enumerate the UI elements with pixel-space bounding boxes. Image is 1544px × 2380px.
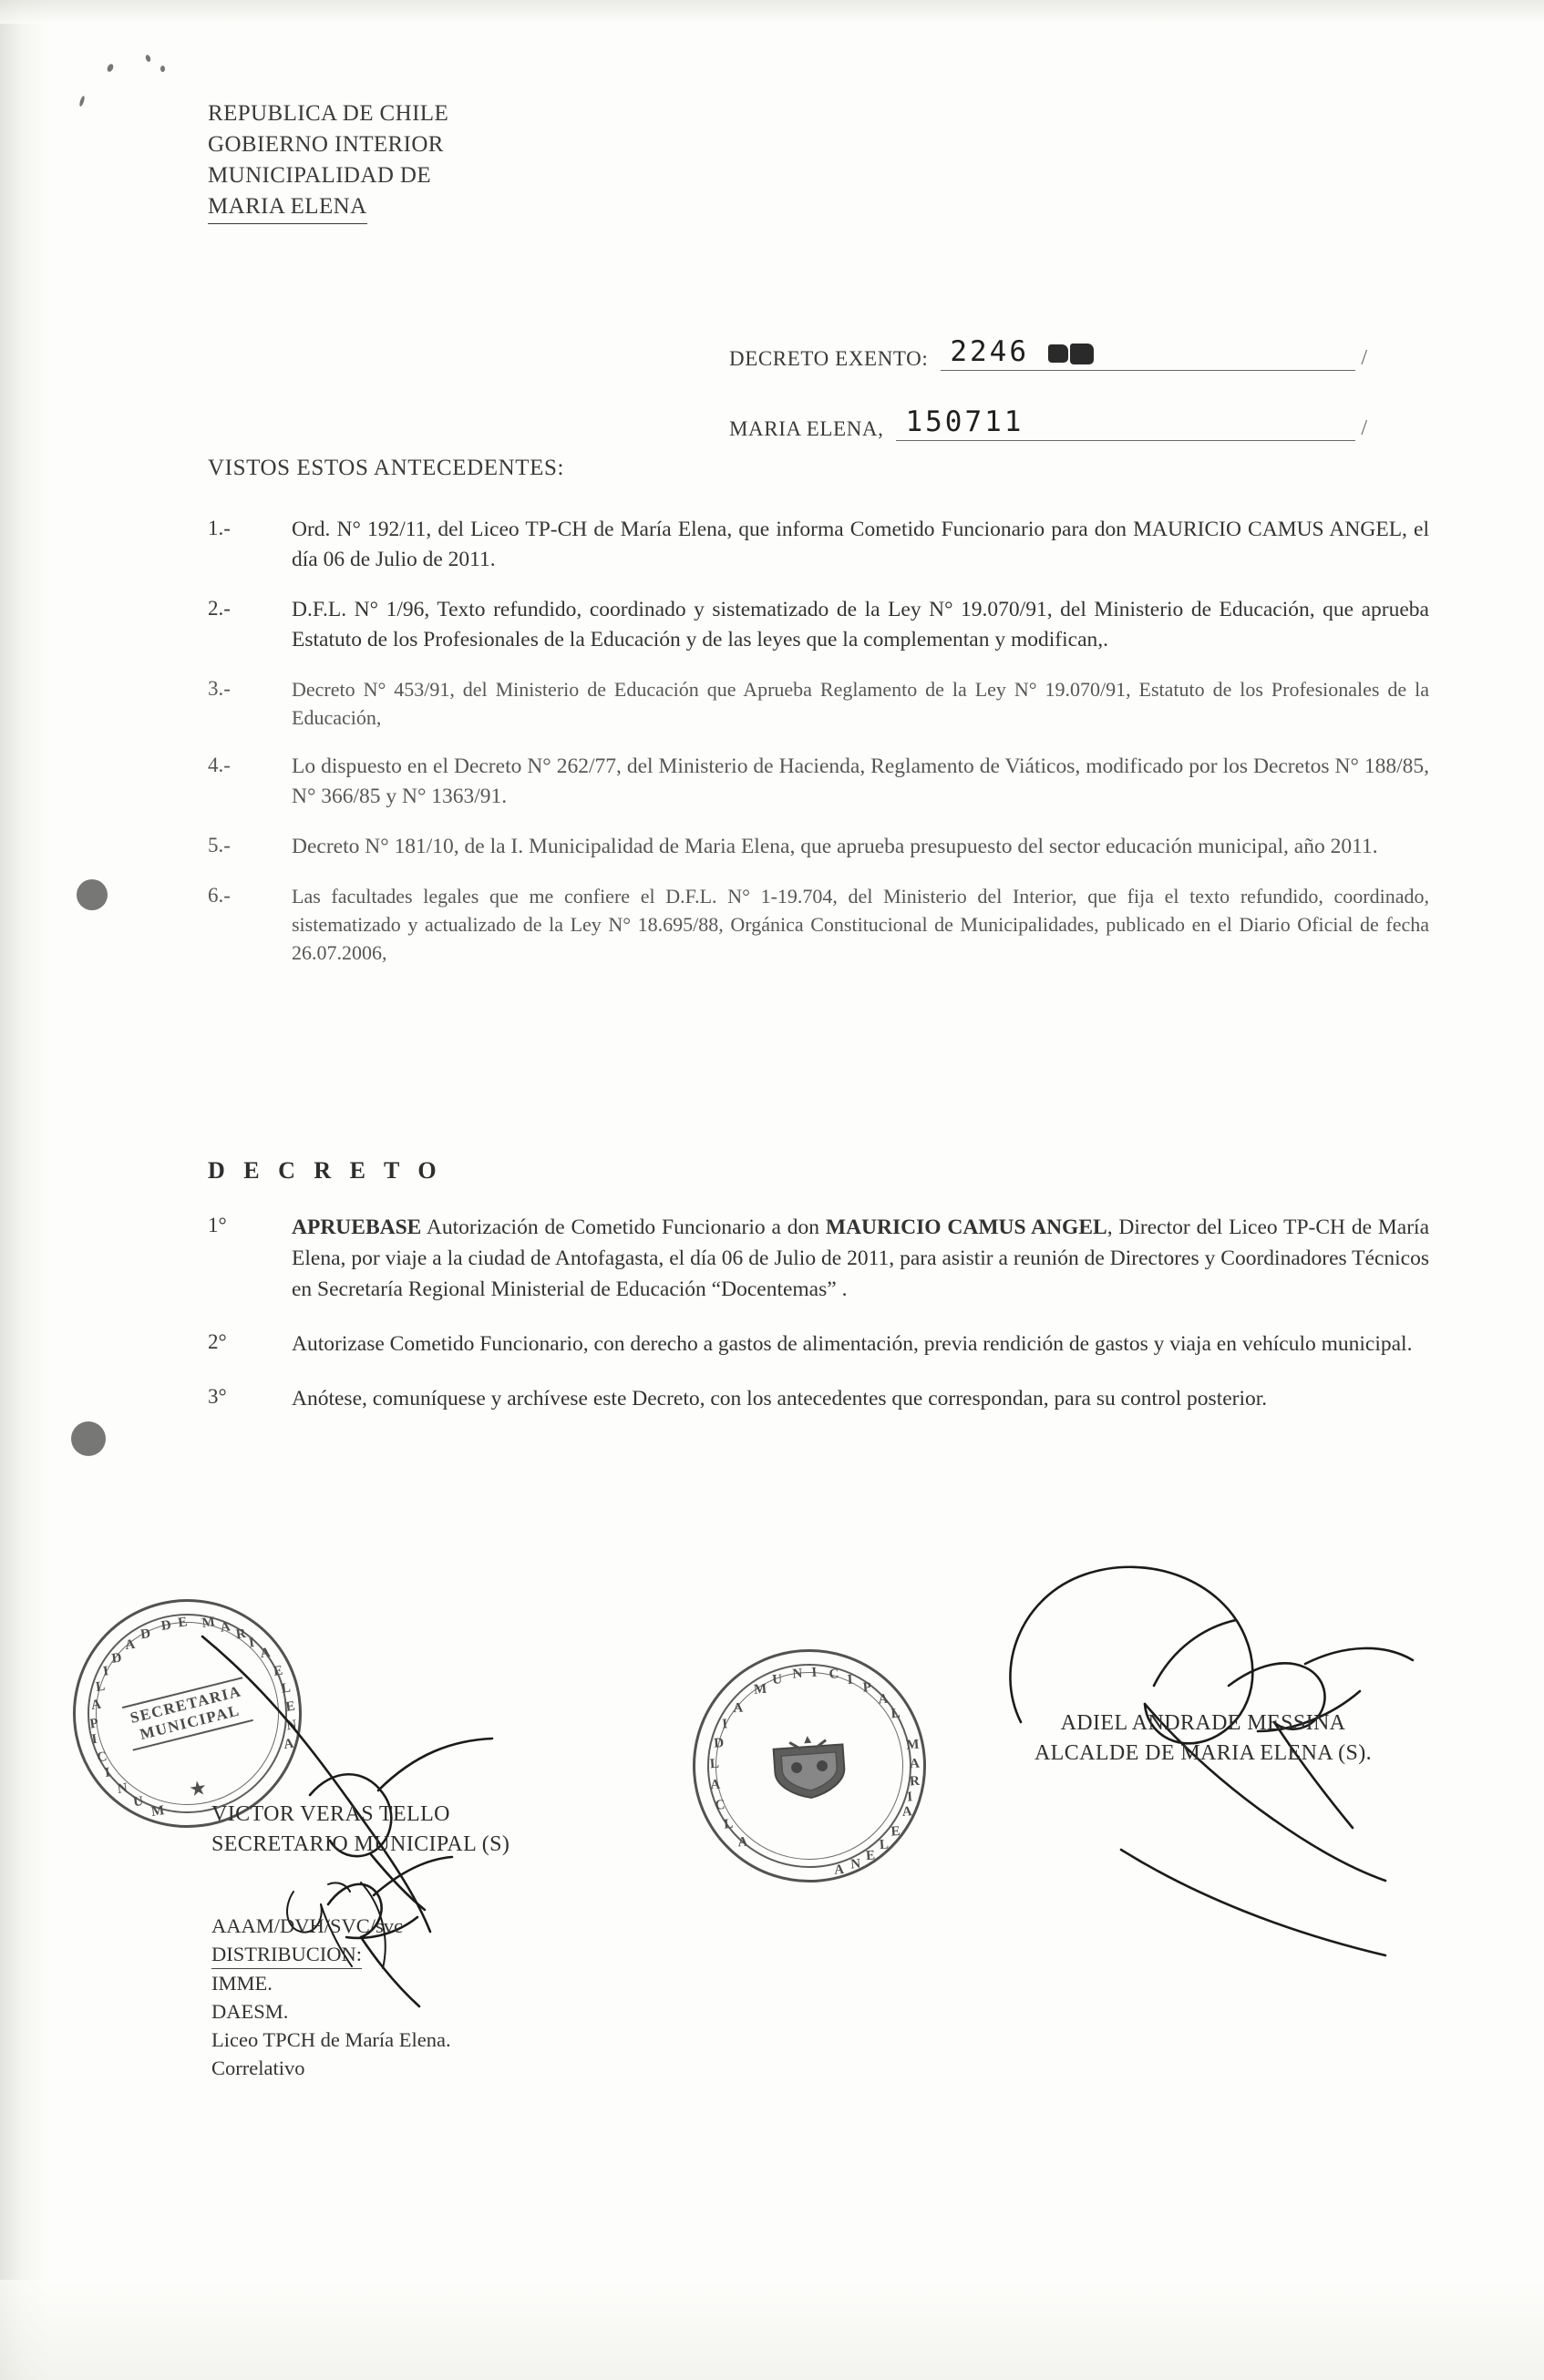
signature-block-right <box>989 1708 1417 1769</box>
clause-number: 3° <box>208 1385 227 1408</box>
decreto-clause <box>208 1383 1429 1414</box>
vistos-item <box>208 595 1429 655</box>
letterhead-line-1: REPUBLICA DE CHILE <box>208 101 449 126</box>
date-slash: / <box>1361 416 1367 440</box>
clause-person-name: MAURICIO CAMUS ANGEL <box>825 1216 1107 1239</box>
scan-speck <box>106 63 114 73</box>
distribution-item: IMME. <box>211 1972 273 1995</box>
vistos-item <box>208 882 1429 967</box>
scan-speck <box>71 1421 106 1456</box>
decreto-heading: D E C R E T O <box>208 1157 443 1184</box>
vistos-item-number: 4.- <box>208 754 231 776</box>
decreto-exento-label: DECRETO EXENTO: <box>729 347 929 370</box>
decreto-number-field <box>941 337 1355 371</box>
decreto-number-line <box>729 337 1367 371</box>
decreto-header-block <box>729 337 1367 477</box>
decreto-number-value: 2246 <box>950 335 1029 368</box>
vistos-item <box>208 515 1429 575</box>
vistos-item-text: Lo dispuesto en el Decreto N° 262/77, del Ministerio de Hacienda, Reglamento de Viáticos, modificado por los Decretos N° 188/85, N° 366/85 y N° 1363/91. <box>292 754 1429 808</box>
scan-edge-bottom <box>0 2280 1544 2380</box>
vistos-item-number: 6.- <box>208 884 231 907</box>
distribution-label: DISTRIBUCION: <box>211 1940 362 1969</box>
vistos-item-number: 2.- <box>208 597 231 620</box>
decreto-number-slash: / <box>1361 346 1367 370</box>
stamp-arc-text: A L C A L D I A M U N I C I P A L M A R I A E L E N A <box>709 1665 921 1878</box>
scan-speck <box>78 96 86 108</box>
scan-speck <box>145 54 151 62</box>
letterhead-line-3: MUNICIPALIDAD DE <box>208 163 432 188</box>
clause-number: 1° <box>208 1214 227 1236</box>
stamp-arc-text: M U N I C I P A L I D A D D E M A R I A E L E N A <box>88 1614 299 1820</box>
vistos-title: VISTOS ESTOS ANTECEDENTES: <box>208 456 565 480</box>
letterhead-line-4: MARIA ELENA <box>208 191 367 224</box>
letterhead <box>208 98 448 224</box>
vistos-item-text: Decreto N° 181/10, de la I. Municipalidad de Maria Elena, que aprueba presupuesto del sector educación municipal, año 2011. <box>292 835 1378 858</box>
secretario-name: VICTOR VERAS TELLO <box>211 1802 450 1826</box>
ink-blot <box>1048 344 1068 363</box>
clause-body-before: Autorización de Cometido Funcionario a don <box>421 1216 826 1239</box>
alcalde-name: ADIEL ANDRADE MESSINA <box>1060 1711 1346 1735</box>
signature-block-left <box>211 1800 510 1860</box>
vistos-item-number: 3.- <box>208 677 231 700</box>
vistos-item-number: 1.- <box>208 517 231 539</box>
date-stamp-value: 150711 <box>905 405 1024 438</box>
scan-edge-top <box>0 0 1544 24</box>
distribution-item: DAESM. <box>211 2000 289 2023</box>
decreto-clauses <box>208 1212 1429 1438</box>
scan-speck <box>160 66 165 72</box>
distribution-block <box>211 1912 451 2082</box>
ink-blot <box>1070 344 1094 364</box>
vistos-item-text: D.F.L. N° 1/96, Texto refundido, coordinado y sistematizado de la Ley N° 19.070/91, del Ministerio de Educación, que aprueba Estatuto de los Profesionales de la Educación y de las leyes que la complementan y modifican,. <box>292 598 1429 651</box>
secretario-title: SECRETARIO MUNICIPAL (S) <box>211 1832 510 1856</box>
vistos-item <box>208 752 1429 812</box>
vistos-item-text: Decreto N° 453/91, del Ministerio de Educación que Aprueba Reglamento de la Ley N° 19.070/91, Estatuto de los Profesionales de la Educación, <box>292 678 1429 729</box>
city-label: MARIA ELENA, <box>729 417 884 440</box>
clause-text: Anótese, comuníquese y archívese este Decreto, con los antecedentes que correspondan, para su control posterior. <box>292 1387 1268 1411</box>
decreto-clause <box>208 1212 1429 1305</box>
vistos-item-text: Ord. N° 192/11, del Liceo TP-CH de María Elena, que informa Cometido Funcionario para don MAURICIO CAMUS ANGEL, el día 06 de Julio de 2011. <box>292 518 1429 571</box>
distribution-item: Liceo TPCH de María Elena. <box>211 2028 451 2051</box>
distribution-item: Correlativo <box>211 2057 305 2079</box>
alcalde-title: ALCALDE DE MARIA ELENA (S). <box>1034 1741 1373 1765</box>
decreto-clause <box>208 1328 1429 1359</box>
letterhead-line-2: GOBIERNO INTERIOR <box>208 132 444 157</box>
coat-of-arms-icon <box>763 1728 855 1805</box>
vistos-items-list <box>208 515 1429 987</box>
vistos-item-text: Las facultades legales que me confiere el D.F.L. N° 1-19.704, del Ministerio del Interior, que fija el texto refundido, coordinado, sistematizado y actualizado de la Ley N° 18.695/88, Orgánica Constitucional de Municipalidades, publicado en el Diario Oficial de fecha 26.07.2006, <box>292 885 1429 964</box>
scan-speck <box>77 879 108 910</box>
star-icon: ★ <box>187 1775 209 1801</box>
date-stamp-field <box>896 407 1355 441</box>
stamp-center-text: SECRETARIA MUNICIPAL <box>121 1677 252 1750</box>
clause-number: 2° <box>208 1330 227 1353</box>
stamp-alcaldia-municipal <box>685 1641 933 1890</box>
vistos-item-number: 5.- <box>208 834 231 857</box>
vistos-item <box>208 832 1429 862</box>
clause-lead: APRUEBASE <box>292 1216 422 1239</box>
decreto-date-line <box>729 407 1367 441</box>
clause-body-after: , Director del Liceo TP-CH de María Elena, por viaje a la ciudad de Antofagasta, el día 06 de Julio de 2011, para asistir a reunión de Directores y Coordinadores Técnicos en Secretaría Regional Ministerial de Educación “Docentemas” . <box>292 1216 1429 1301</box>
author-initials: AAAM/DVH/SVC/svc <box>211 1914 404 1937</box>
clause-text <box>292 1212 1429 1305</box>
clause-text: Autorizase Cometido Funcionario, con derecho a gastos de alimentación, previa rendición de gastos y viaja en vehículo municipal. <box>292 1332 1413 1356</box>
scan-edge-left <box>0 0 50 2380</box>
vistos-item <box>208 675 1429 732</box>
